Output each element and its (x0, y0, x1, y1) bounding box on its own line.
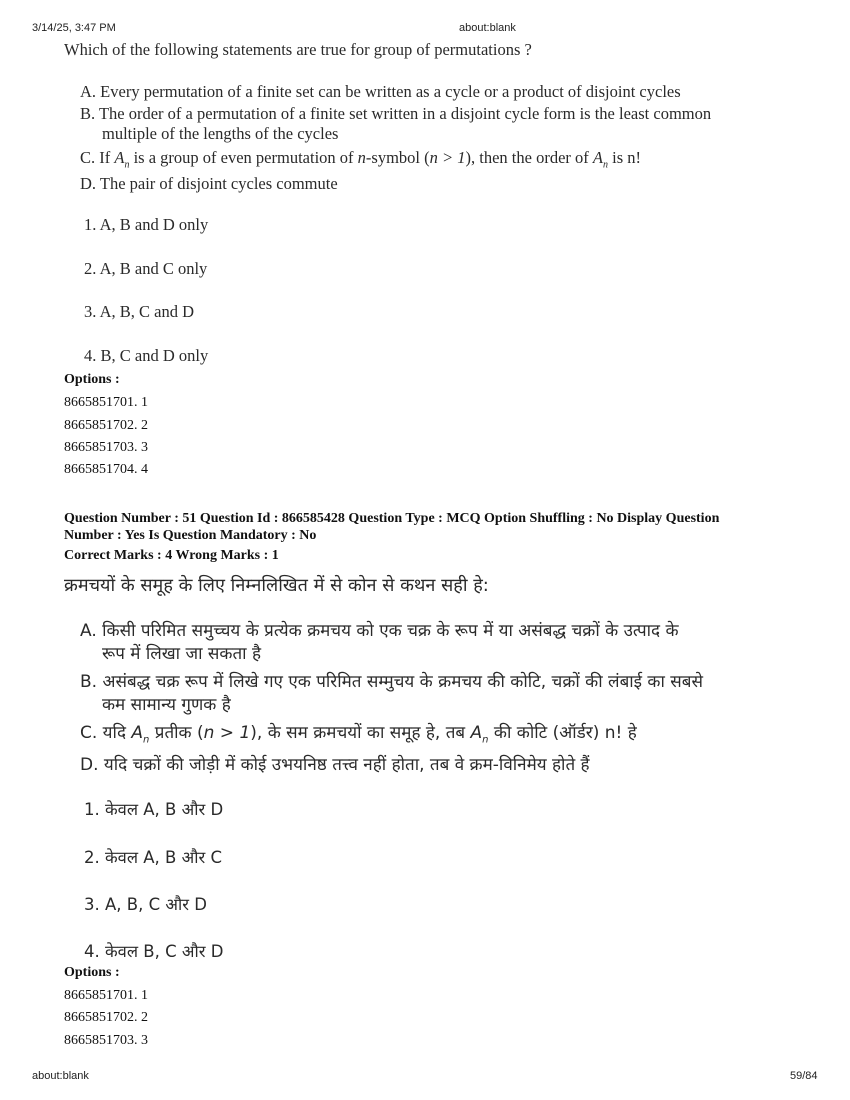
hindi-statement-c (80, 720, 637, 745)
hindi-statement-c-end: की कोटि (ऑर्डर) n! हे (493, 723, 637, 743)
condition: n > 1 (429, 148, 466, 167)
question-marks: Correct Marks : 4 Wrong Marks : 1 (64, 548, 279, 563)
page-number: 59/84 (790, 1070, 818, 1082)
print-title: about:blank (459, 22, 516, 34)
option-2-3: 8665851703. 3 (64, 1033, 148, 1048)
print-datetime: 3/14/25, 3:47 PM (32, 22, 116, 34)
option-2-2: 8665851702. 2 (64, 1010, 148, 1025)
statement-c-mid: is a group of even permutation of (133, 148, 354, 167)
options-label: Options : (64, 372, 120, 387)
option-3: 8665851703. 3 (64, 440, 148, 455)
hindi-choice-1: 1. केवल A, B और D (84, 800, 224, 819)
hindi-condition: n > 1 (203, 723, 251, 743)
question-title: Which of the following statements are true for group of permutations ? (64, 40, 532, 59)
choice-1: 1. A, B and D only (84, 215, 209, 234)
hindi-symbol-a-2: A (470, 723, 483, 743)
hindi-choice-3: 3. A, B, C और D (84, 895, 207, 914)
print-footer-url: about:blank (32, 1070, 89, 1082)
hindi-statement-c-mid: प्रतीक ( (154, 723, 204, 743)
statement-c-mid2: ), then the order of (465, 148, 589, 167)
choice-2: 2. A, B and C only (84, 259, 208, 278)
statement-d: D. The pair of disjoint cycles commute (80, 174, 338, 193)
statement-c-pre: C. If (80, 148, 111, 167)
question-meta-line2: Number : Yes Is Question Mandatory : No (64, 528, 317, 543)
hindi-statement-d: D. यदि चक्रों की जोड़ी में कोई उभयनिष्ठ तत्त्व नहीं होता, तब वे क्रम-विनिमेय होते हैं (80, 755, 590, 775)
hindi-statement-c-mid2: ), के सम क्रमचयों का समूह हे, तब (250, 723, 466, 743)
statement-b-line2: multiple of the lengths of the cycles (102, 124, 339, 143)
hindi-symbol-a-sub: n (143, 734, 150, 746)
choice-3: 3. A, B, C and D (84, 302, 195, 321)
statement-c (80, 148, 641, 170)
statement-c-symbol-text: -symbol ( (365, 148, 430, 167)
choice-4: 4. B, C and D only (84, 346, 209, 365)
symbol-a-2-sub: n (603, 159, 608, 171)
hindi-statement-a-line2: रूप में लिखा जा सकता है (102, 644, 261, 664)
option-1: 8665851701. 1 (64, 395, 148, 410)
option-4: 8665851704. 4 (64, 462, 148, 477)
hindi-statement-b-line1: B. असंबद्ध चक्र रूप में लिखे गए एक परिमित सम्मुचय के क्रमचय की कोटि, चक्रों की लंबाई का सबसे (80, 672, 703, 692)
hindi-symbol-a-2-sub: n (482, 734, 489, 746)
hindi-statement-a (80, 618, 679, 664)
hindi-choice-2: 2. केवल A, B और C (84, 848, 223, 867)
hindi-statement-b-line2: कम सामान्य गुणक है (102, 695, 231, 715)
hindi-choice-4: 4. केवल B, C और D (84, 942, 224, 961)
options-label-2: Options : (64, 965, 120, 980)
symbol-a-sub: n (124, 159, 130, 171)
statement-c-end: is n! (612, 148, 641, 167)
symbol-a-2: A (592, 148, 603, 167)
option-2: 8665851702. 2 (64, 418, 148, 433)
statement-a: A. Every permutation of a finite set can be written as a cycle or a product of disjoint cycles (80, 82, 681, 101)
question-meta-line1: Question Number : 51 Question Id : 866585428 Question Type : MCQ Option Shuffling : No Display Question (64, 511, 720, 526)
hindi-symbol-a: A (131, 723, 144, 743)
option-2-1: 8665851701. 1 (64, 988, 148, 1003)
statement-b (80, 104, 711, 144)
hindi-statement-b (80, 669, 703, 715)
symbol-n: n (357, 148, 366, 167)
symbol-a: A (114, 148, 125, 167)
hindi-statement-a-line1: A. किसी परिमित समुच्चय के प्रत्येक क्रमचय को एक चक्र के रूप में या असंबद्ध चक्रों के उत्पाद के (80, 621, 679, 641)
statement-b-line1: B. The order of a permutation of a finite set written in a disjoint cycle form is the least common (80, 104, 712, 123)
question-title-hindi: क्रमचयों के समूह के लिए निम्नलिखित में से कोन से कथन सही हे: (64, 575, 489, 596)
hindi-statement-c-pre: C. यदि (80, 723, 126, 743)
